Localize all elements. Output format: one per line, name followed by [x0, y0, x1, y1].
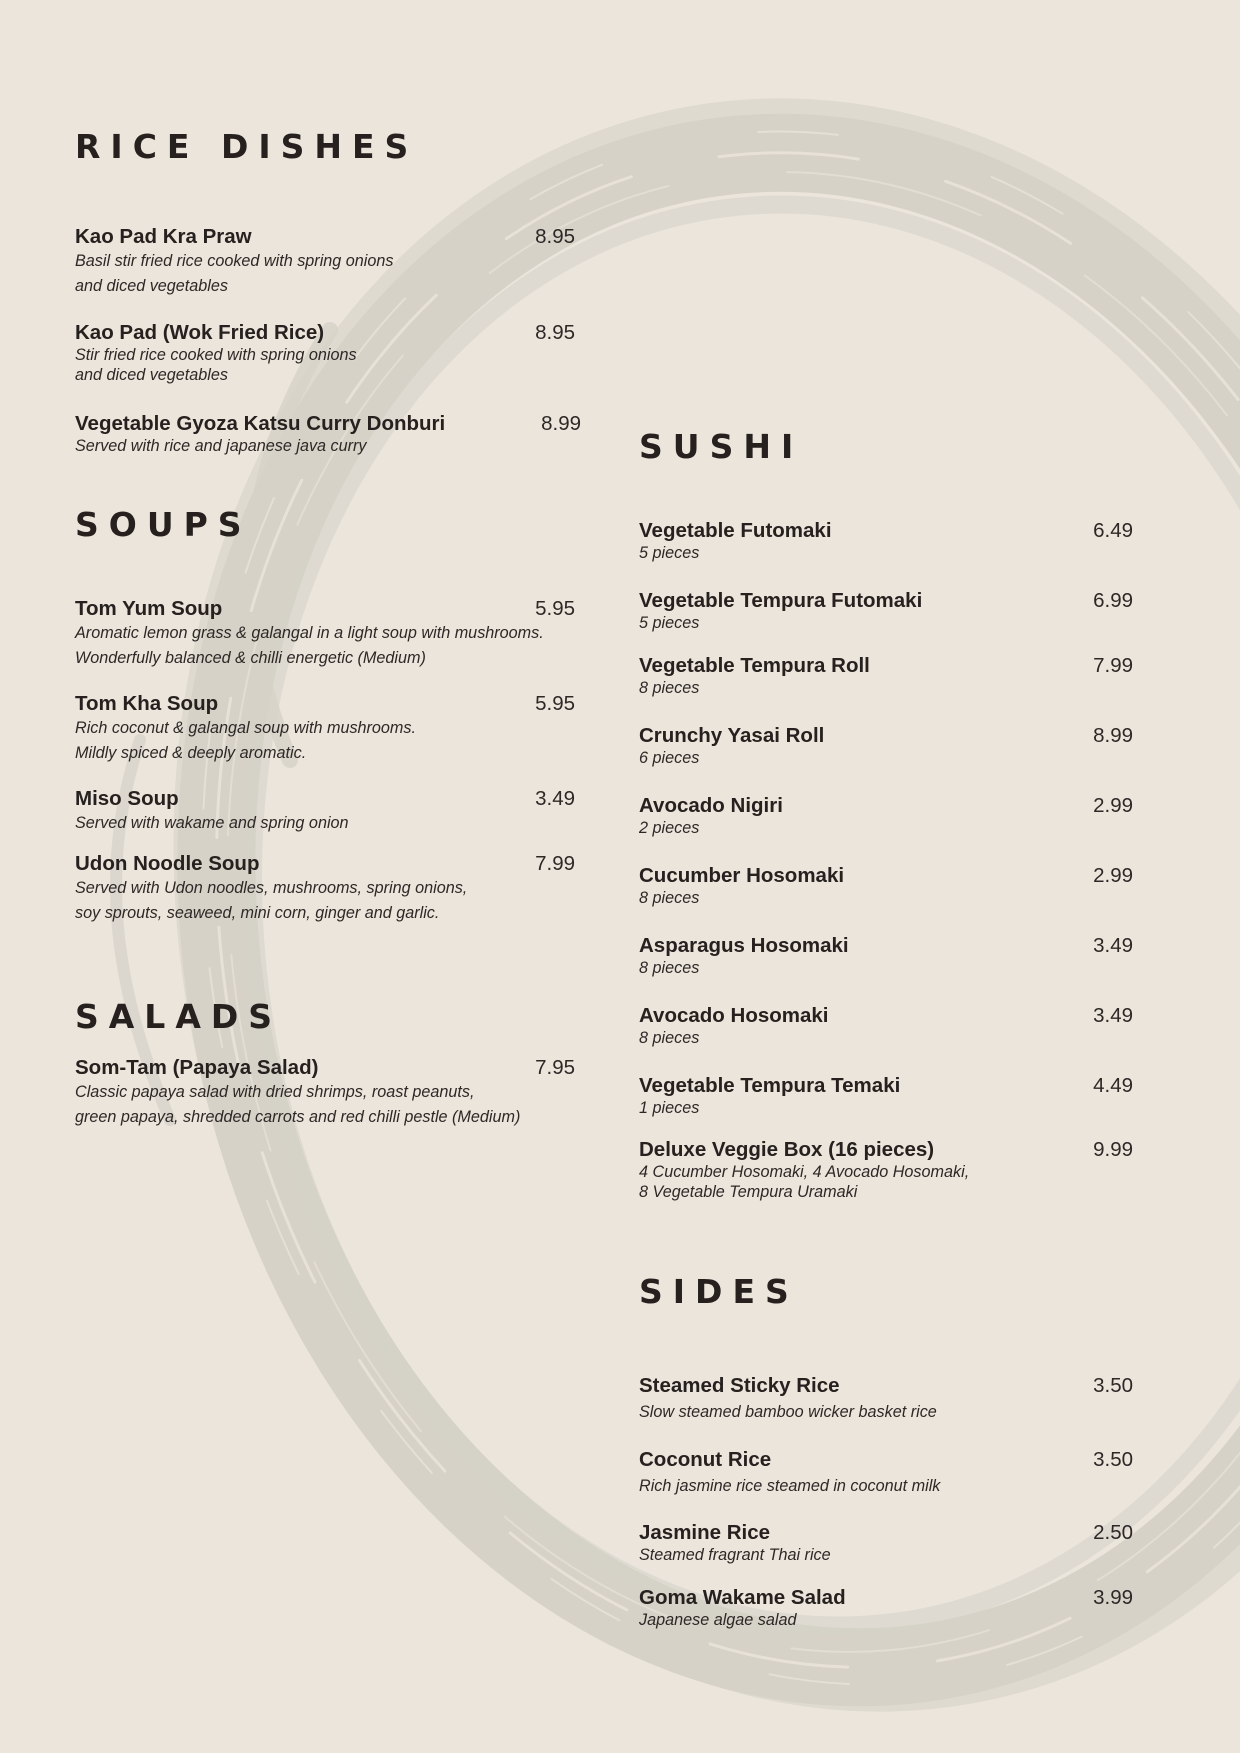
- item-price: 2.99: [1093, 794, 1133, 817]
- menu-item: [639, 1374, 1133, 1425]
- item-name: Deluxe Veggie Box (16 pieces): [639, 1138, 935, 1161]
- menu-item: [75, 412, 581, 456]
- item-price: 8.95: [535, 225, 575, 248]
- item-price: 3.99: [1093, 1586, 1133, 1609]
- item-description: Rich jasmine rice steamed in coconut milk: [639, 1477, 941, 1495]
- menu-item-list: [75, 225, 581, 456]
- item-name: Miso Soup: [75, 787, 179, 810]
- item-price: 6.99: [1093, 589, 1133, 612]
- item-name: Udon Noodle Soup: [75, 852, 260, 875]
- item-description: 8 pieces: [639, 959, 700, 977]
- menu-item: [639, 1448, 1133, 1499]
- item-description: 1 pieces: [639, 1099, 700, 1117]
- menu-item: [639, 519, 1133, 563]
- item-name: Avocado Hosomaki: [639, 1004, 829, 1027]
- item-price: 3.49: [535, 787, 575, 810]
- section-sushi: [639, 425, 1133, 1202]
- menu-item-list: [75, 1056, 575, 1130]
- item-name: Kao Pad Kra Praw: [75, 225, 252, 248]
- item-description: Served with Udon noodles, mushrooms, spring onions, soy sprouts, seaweed, mini corn, ginger and garlic.: [75, 879, 468, 922]
- item-price: 3.49: [1093, 934, 1133, 957]
- menu-item: [639, 794, 1133, 838]
- section-title: SIDES: [639, 1272, 799, 1311]
- item-description: 5 pieces: [639, 544, 700, 562]
- item-price: 3.49: [1093, 1004, 1133, 1027]
- menu-item-list: [639, 519, 1133, 1202]
- section-salads: [75, 995, 575, 1130]
- item-price: 5.95: [535, 597, 575, 620]
- menu-item: [639, 864, 1133, 908]
- item-name: Steamed Sticky Rice: [639, 1374, 840, 1397]
- item-price: 2.50: [1093, 1521, 1133, 1544]
- item-description: 5 pieces: [639, 614, 700, 632]
- item-name: Vegetable Futomaki: [639, 519, 832, 542]
- left-column: [75, 125, 581, 1130]
- menu-item: [75, 852, 575, 926]
- item-price: 9.99: [1093, 1138, 1133, 1161]
- section-title: SOUPS: [75, 505, 252, 544]
- item-description: Japanese algae salad: [639, 1611, 797, 1629]
- menu-item: [639, 934, 1133, 978]
- item-price: 8.99: [541, 412, 581, 435]
- menu-item: [75, 787, 575, 836]
- item-name: Jasmine Rice: [639, 1521, 771, 1544]
- item-price: 7.99: [535, 852, 575, 875]
- item-price: 3.50: [1093, 1374, 1133, 1397]
- menu-item: [75, 321, 575, 385]
- item-description: Served with rice and japanese java curry: [75, 437, 367, 455]
- menu-item-list: [75, 597, 575, 926]
- item-description: Slow steamed bamboo wicker basket rice: [639, 1403, 937, 1421]
- item-price: 6.49: [1093, 519, 1133, 542]
- item-name: Asparagus Hosomaki: [639, 934, 849, 957]
- item-price: 8.95: [535, 321, 575, 344]
- right-column: [639, 425, 1133, 1630]
- menu-item: [639, 1004, 1133, 1048]
- menu-item: [639, 1138, 1133, 1202]
- item-description: 8 pieces: [639, 889, 700, 907]
- menu-item: [639, 724, 1133, 768]
- menu-item-list: [639, 1374, 1133, 1630]
- item-description: Rich coconut & galangal soup with mushrooms. Mildly spiced & deeply aromatic.: [75, 719, 417, 762]
- item-price: 7.99: [1093, 654, 1133, 677]
- item-name: Cucumber Hosomaki: [639, 864, 845, 887]
- section-title: SUSHI: [639, 427, 804, 466]
- menu-item: [639, 1586, 1133, 1630]
- item-name: Som-Tam (Papaya Salad): [75, 1056, 319, 1079]
- item-description: 4 Cucumber Hosomaki, 4 Avocado Hosomaki, 8 Vegetable Tempura Uramaki: [639, 1163, 970, 1201]
- item-description: Aromatic lemon grass & galangal in a light soup with mushrooms. Wonderfully balanced & chilli energetic (Medium): [75, 624, 544, 667]
- item-price: 2.99: [1093, 864, 1133, 887]
- menu-item: [75, 692, 575, 766]
- item-price: 4.49: [1093, 1074, 1133, 1097]
- item-name: Avocado Nigiri: [639, 794, 783, 817]
- section-sides: [639, 1270, 1133, 1630]
- menu-item: [639, 589, 1133, 633]
- item-price: 8.99: [1093, 724, 1133, 747]
- item-price: 5.95: [535, 692, 575, 715]
- item-description: Basil stir fried rice cooked with spring onions and diced vegetables: [75, 252, 394, 295]
- item-name: Vegetable Tempura Futomaki: [639, 589, 923, 612]
- menu-item: [75, 225, 575, 299]
- item-name: Tom Kha Soup: [75, 692, 219, 715]
- item-description: 8 pieces: [639, 1029, 700, 1047]
- item-description: Served with wakame and spring onion: [75, 814, 349, 832]
- item-name: Crunchy Yasai Roll: [639, 724, 825, 747]
- item-price: 7.95: [535, 1056, 575, 1079]
- item-description: 2 pieces: [639, 819, 700, 837]
- item-description: 8 pieces: [639, 679, 700, 697]
- menu-item: [75, 597, 575, 671]
- menu-item: [639, 1521, 1133, 1565]
- item-name: Vegetable Gyoza Katsu Curry Donburi: [75, 412, 446, 435]
- section-rice-dishes: [75, 125, 581, 456]
- item-name: Coconut Rice: [639, 1448, 772, 1471]
- item-name: Kao Pad (Wok Fried Rice): [75, 321, 325, 344]
- section-title: RICE DISHES: [75, 127, 419, 166]
- item-description: Steamed fragrant Thai rice: [639, 1546, 831, 1564]
- item-price: 3.50: [1093, 1448, 1133, 1471]
- item-description: Classic papaya salad with dried shrimps, roast peanuts, green papaya, shredded carrots and red chilli pestle (Medium): [75, 1083, 521, 1126]
- menu-item: [639, 654, 1133, 698]
- item-description: 6 pieces: [639, 749, 700, 767]
- item-description: Stir fried rice cooked with spring onions and diced vegetables: [75, 346, 357, 384]
- section-title: SALADS: [75, 997, 283, 1036]
- item-name: Tom Yum Soup: [75, 597, 223, 620]
- item-name: Goma Wakame Salad: [639, 1586, 846, 1609]
- menu-item: [75, 1056, 575, 1130]
- item-name: Vegetable Tempura Roll: [639, 654, 870, 677]
- section-soups: [75, 503, 575, 926]
- item-name: Vegetable Tempura Temaki: [639, 1074, 901, 1097]
- menu-item: [639, 1074, 1133, 1118]
